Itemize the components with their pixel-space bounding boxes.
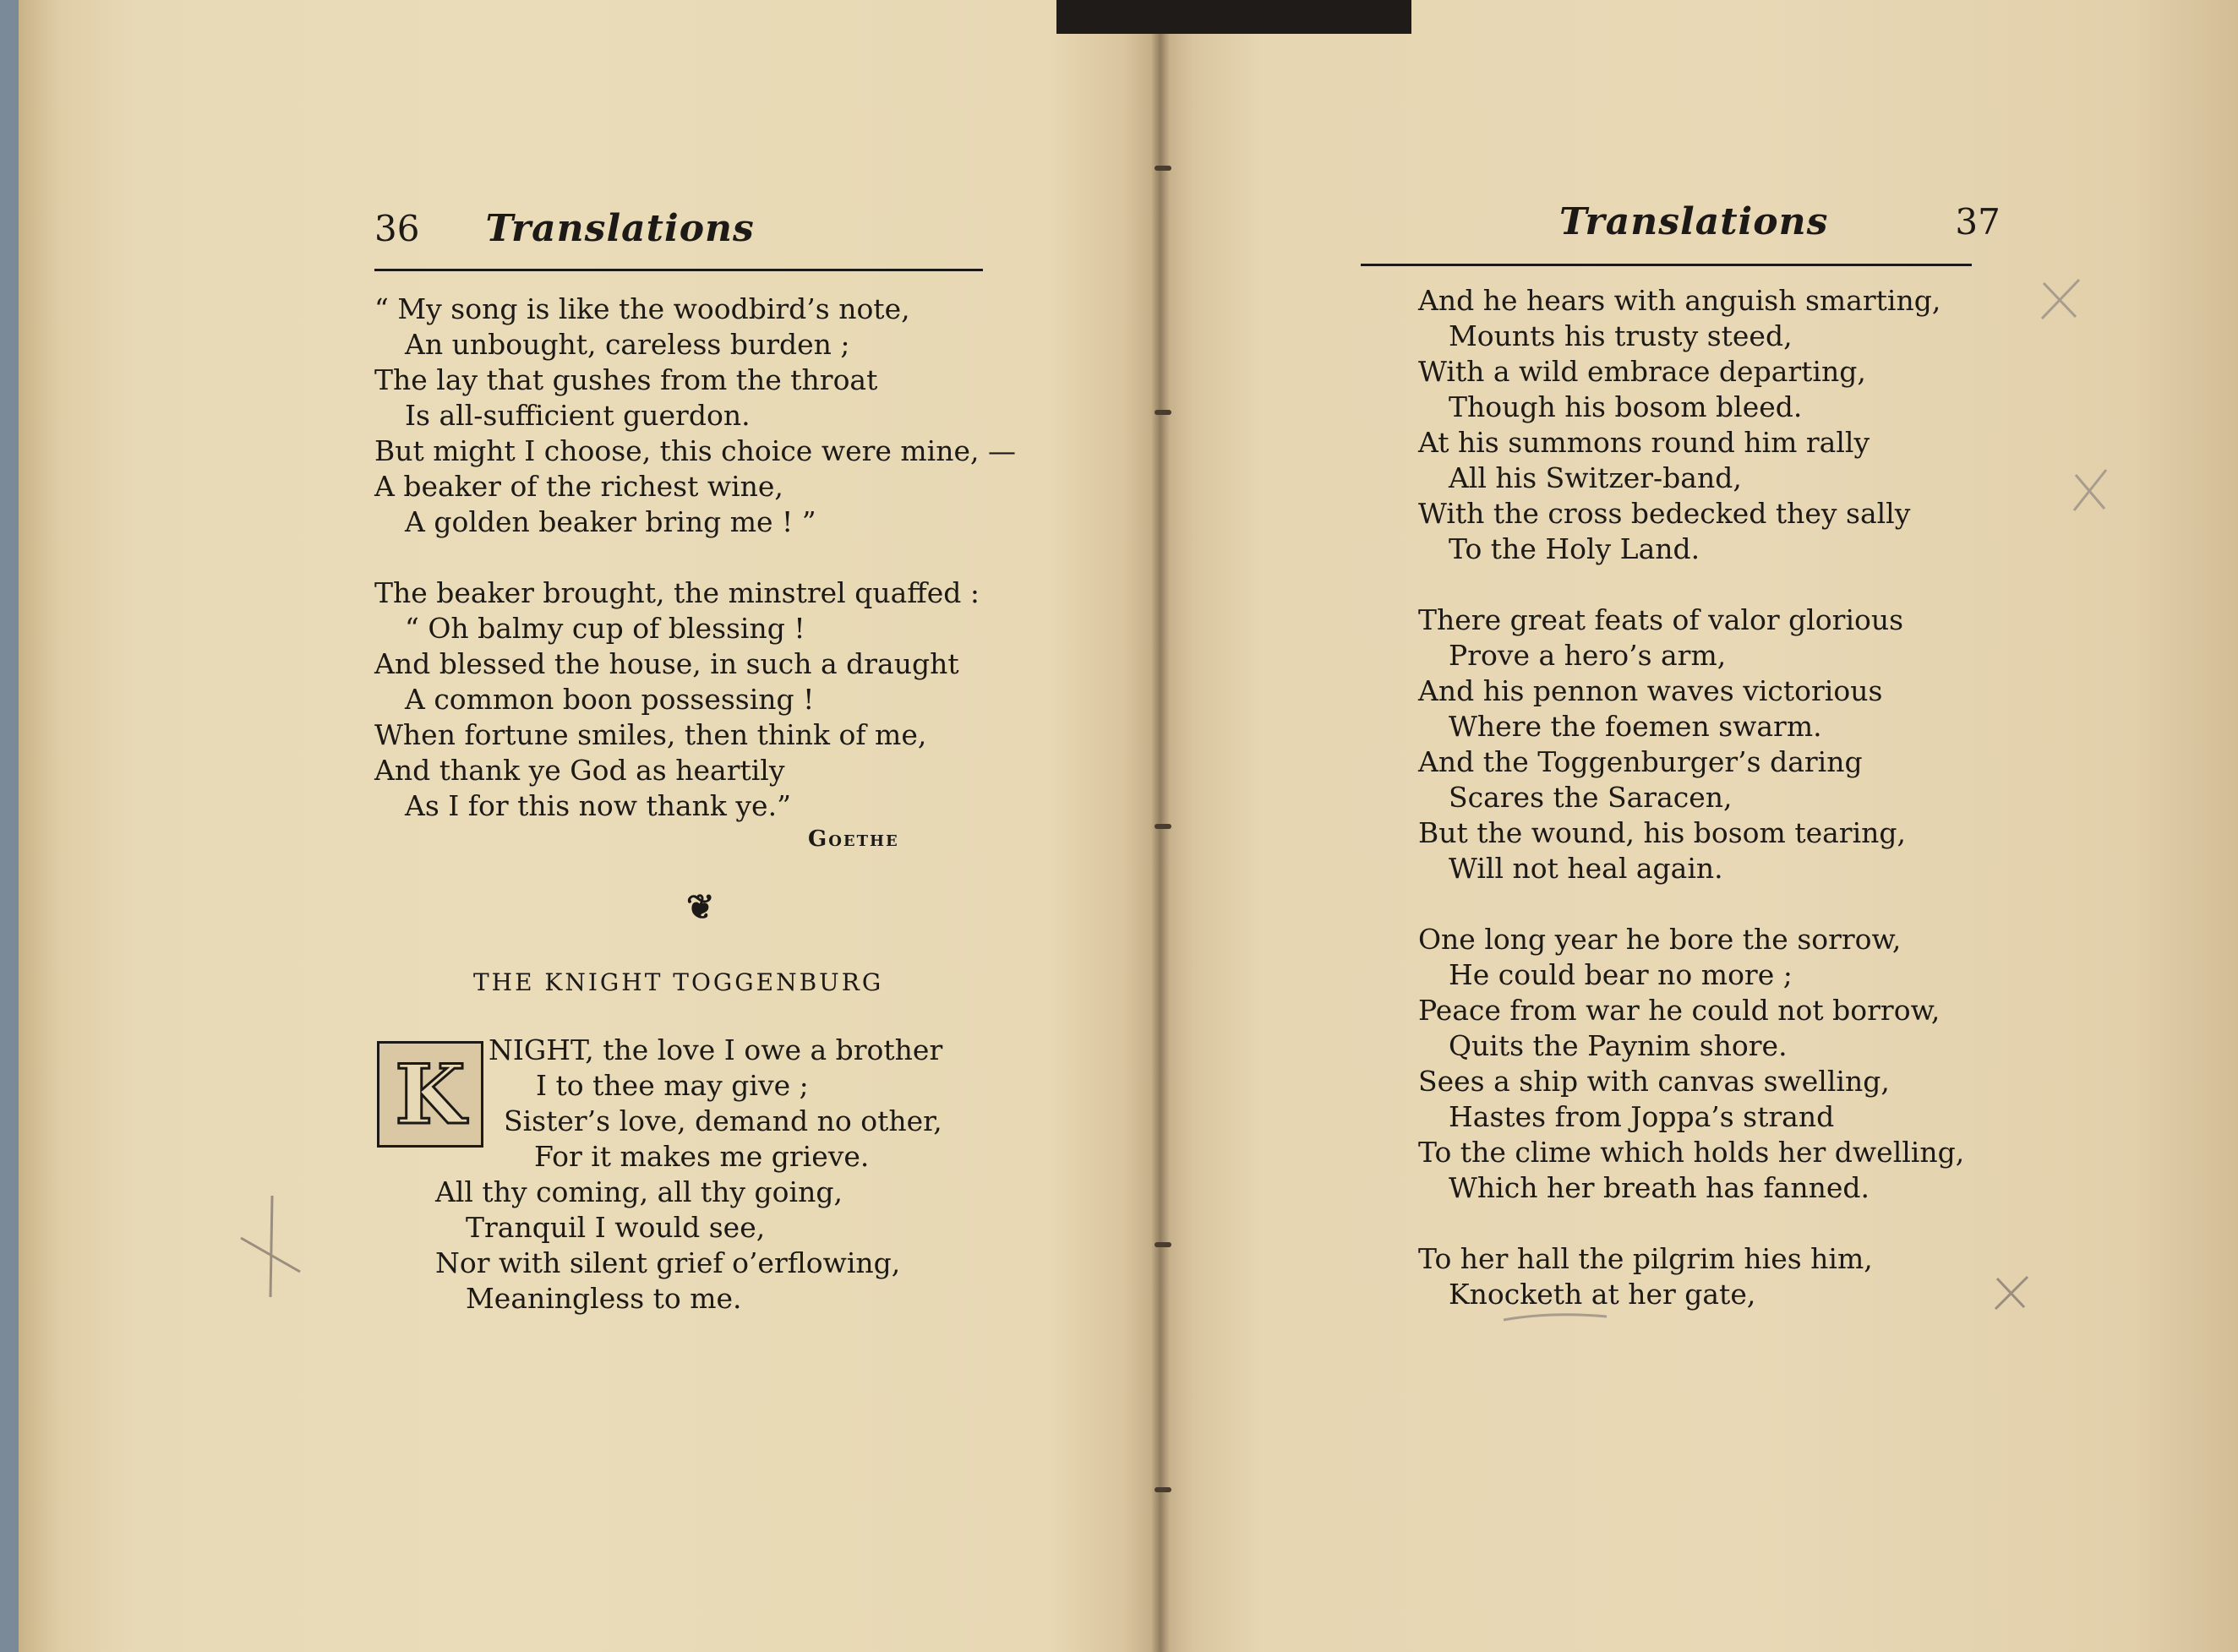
pencil-x-mark — [2035, 275, 2086, 325]
verse-line: As I for this now thank ye.” — [405, 789, 791, 822]
verse-line: And his pennon waves victorious — [1418, 674, 1883, 707]
verse-line: When fortune smiles, then think of me, — [374, 718, 927, 751]
verse-line: To the clime which holds her dwelling, — [1418, 1136, 1965, 1169]
verse-line: All his Switzer-band, — [1449, 461, 1742, 494]
verse-line: “ My song is like the woodbird’s note, — [374, 292, 910, 325]
left-running-head — [374, 207, 755, 250]
verse-line: Sees a ship with canvas swelling, — [1418, 1065, 1890, 1098]
right-head-rule — [1361, 264, 1972, 266]
page-edge — [0, 0, 19, 1652]
verse-line: A beaker of the richest wine, — [374, 470, 783, 503]
verse-line: The beaker brought, the minstrel quaffed : — [374, 576, 980, 609]
verse-line: With a wild embrace departing, — [1418, 355, 1866, 388]
verse-line: Hastes from Joppa’s strand — [1449, 1100, 1835, 1133]
binding-stitch — [1154, 410, 1171, 415]
verse-line: And thank ye God as heartily — [374, 754, 785, 787]
right-running-head — [1559, 200, 2001, 243]
verse-line: All thy coming, all thy going, — [435, 1175, 843, 1208]
verse-line: Knocketh at her gate, — [1449, 1278, 1756, 1311]
verse-line: Which her breath has fanned. — [1449, 1171, 1870, 1204]
verse-line: Mounts his trusty steed, — [1449, 319, 1793, 352]
left-verse-block-3 — [435, 1175, 900, 1317]
binding-stitch — [1154, 1242, 1171, 1247]
binding-stitch — [1154, 1487, 1171, 1492]
verse-line: Nor with silent grief o’erflowing, — [435, 1246, 901, 1279]
dropcap-letter: K — [395, 1046, 466, 1142]
verse-line: Though his bosom bleed. — [1449, 390, 1803, 423]
verse-line: With the cross bedecked they sally — [1418, 497, 1911, 530]
fleuron-ornament: ❦ — [686, 887, 715, 927]
verse-line: NIGHT, the love I owe a brother — [489, 1033, 943, 1066]
verse-line: The lay that gushes from the throat — [374, 363, 878, 396]
pencil-x-mark — [1990, 1272, 2033, 1314]
verse-line: Is all-sufficient guerdon. — [405, 399, 751, 432]
poem-title: THE KNIGHT TOGGENBURG — [473, 968, 884, 996]
verse-line: For it makes me grieve. — [534, 1140, 870, 1173]
author-attribution: Goethe — [808, 826, 899, 852]
right-page — [1160, 0, 2238, 1652]
left-head-rule — [374, 269, 983, 271]
right-head-title: Translations — [1559, 200, 1829, 243]
verse-line: One long year he bore the sorrow, — [1418, 923, 1902, 956]
verse-line: I to thee may give ; — [536, 1069, 809, 1102]
right-verse-block — [1418, 283, 1964, 1312]
verse-line: He could bear no more ; — [1449, 958, 1793, 991]
verse-line: “ Oh balmy cup of blessing ! — [405, 612, 805, 645]
pencil-x-mark — [2069, 465, 2111, 515]
verse-line: Quits the Paynim shore. — [1449, 1029, 1788, 1062]
left-folio: 36 — [374, 208, 420, 249]
binding-stitch — [1154, 824, 1171, 829]
verse-line: An unbought, careless burden ; — [405, 328, 850, 361]
verse-line: Where the foemen swarm. — [1449, 710, 1822, 743]
verse-line: A common boon possessing ! — [405, 683, 815, 716]
verse-line: A golden beaker bring me ! ” — [405, 505, 816, 538]
verse-line: Scares the Saracen, — [1449, 781, 1733, 814]
verse-line: Peace from war he could not borrow, — [1418, 994, 1941, 1027]
verse-line: Sister’s love, demand no other, — [504, 1104, 942, 1137]
right-folio: 37 — [1955, 201, 2001, 243]
verse-line: Tranquil I would see, — [466, 1211, 766, 1244]
pencil-underline-mark — [1500, 1308, 1610, 1325]
verse-line: And the Toggenburger’s daring — [1418, 745, 1863, 778]
verse-line: To her hall the pilgrim hies him, — [1418, 1242, 1873, 1275]
verse-line: But the wound, his bosom tearing, — [1418, 816, 1906, 849]
verse-line: Will not heal again. — [1449, 852, 1723, 885]
spine-shadow — [1056, 0, 1411, 34]
verse-line: Meaningless to me. — [466, 1282, 742, 1315]
verse-line: And he hears with anguish smarting, — [1418, 284, 1941, 317]
verse-line: To the Holy Land. — [1449, 532, 1700, 565]
left-verse-block-2 — [489, 1033, 942, 1175]
binding-stitch — [1154, 166, 1171, 171]
verse-line: At his summons round him rally — [1418, 426, 1870, 459]
verse-line: There great feats of valor glorious — [1418, 603, 1904, 636]
verse-line: But might I choose, this choice were mine, — — [374, 434, 1016, 467]
verse-line: And blessed the house, in such a draught — [374, 647, 959, 680]
left-head-title: Translations — [485, 207, 755, 250]
left-verse-block-1 — [374, 292, 1016, 824]
dropcap-k-ornament — [377, 1041, 483, 1148]
verse-line: Prove a hero’s arm, — [1449, 639, 1727, 672]
pencil-plus-mark — [237, 1191, 304, 1301]
